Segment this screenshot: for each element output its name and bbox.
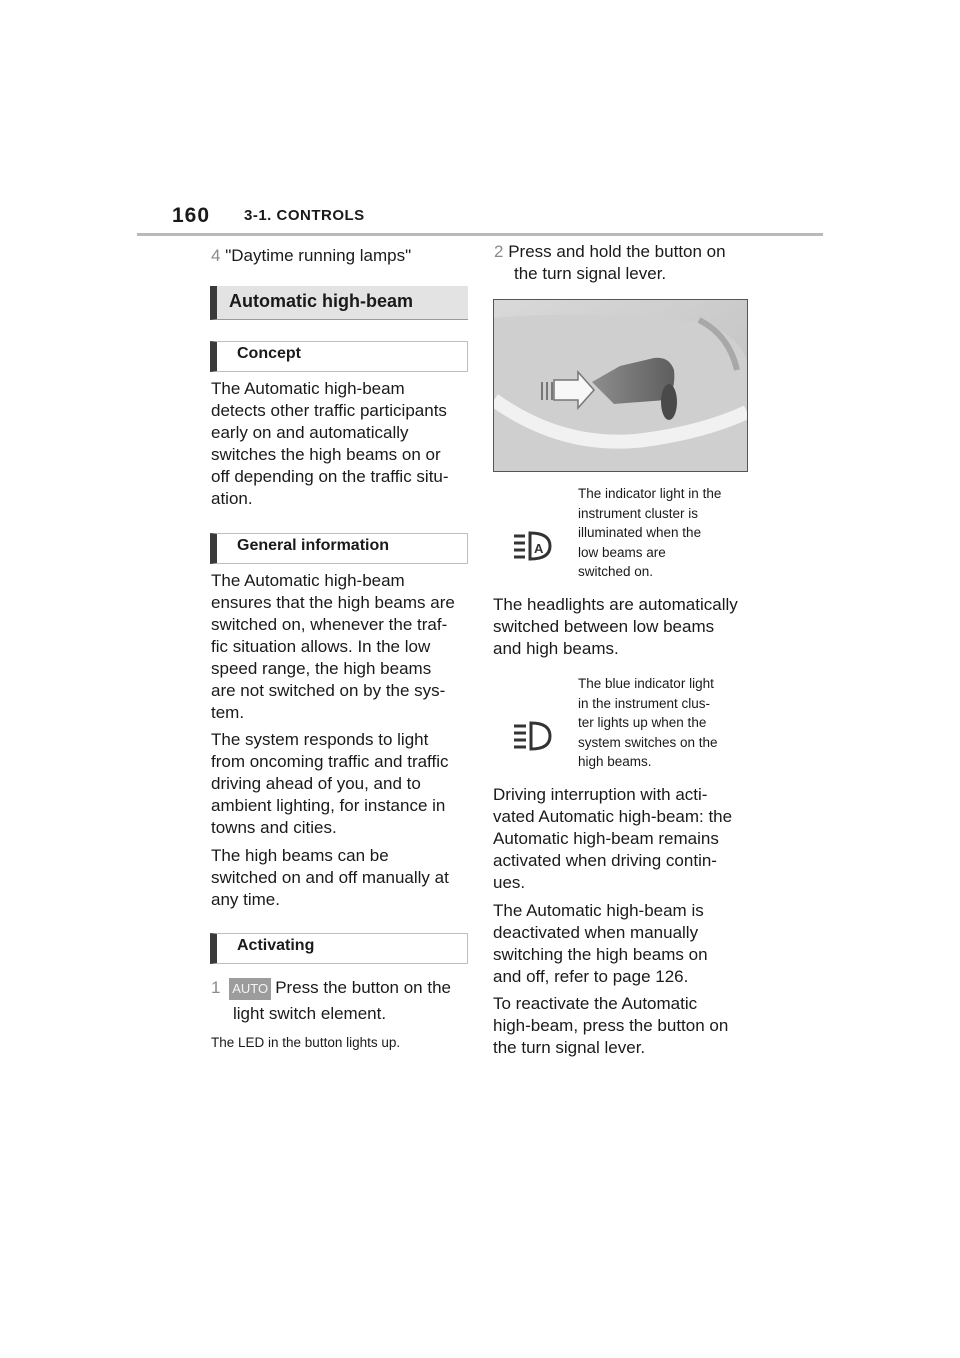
deactivation-paragraph: The Automatic high-beam is deactivated when manually switching the high beams on and off, refer to page 126. bbox=[493, 901, 708, 986]
item-number: 4 bbox=[211, 246, 221, 265]
step-number: 2 bbox=[494, 242, 504, 261]
section-title: 3-1. CONTROLS bbox=[244, 207, 365, 224]
activating-step-2: 2 Press and hold the button on the turn signal lever. bbox=[494, 242, 726, 283]
concept-paragraph: The Automatic high-beam detects other traffic participants early on and automatically switches the high beams on or off depending on the traffic situ- ation. bbox=[211, 379, 449, 508]
reactivation-paragraph: To reactivate the Automatic high-beam, press the button on the turn signal lever. bbox=[493, 994, 729, 1057]
high-beam-indicator-icon bbox=[512, 716, 554, 756]
high-beam-indicator-note: The blue indicator light in the instrument clus- ter lights up when the system switches on the high beams. bbox=[578, 676, 718, 769]
step-number: 1 bbox=[211, 978, 221, 997]
item-text: "Daytime running lamps" bbox=[225, 246, 412, 265]
turn-signal-lever-photo bbox=[493, 299, 748, 472]
heading-concept: Concept bbox=[210, 341, 468, 372]
page-number: 160 bbox=[172, 204, 211, 227]
svg-text:A: A bbox=[534, 541, 544, 556]
general-paragraph-1: The Automatic high-beam ensures that the high beams are switched on, whenever the traf- fic situation allows. In the low speed range, the high beams are not switched on by the sys- tem. bbox=[211, 571, 455, 722]
auto-button: AUTO bbox=[229, 978, 271, 1000]
heading-general-information: General information bbox=[210, 533, 468, 564]
general-paragraph-2: The system responds to light from oncoming traffic and traffic driving ahead of you, and to ambient lighting, for instance in towns and cities. bbox=[211, 730, 449, 837]
auto-low-beam-indicator-icon bbox=[512, 526, 554, 566]
driving-interruption-paragraph: Driving interruption with acti- vated Automatic high-beam: the Automatic high-beam remains activated when driving contin- ues. bbox=[493, 785, 733, 892]
led-note: The LED in the button lights up. bbox=[211, 1035, 401, 1050]
heading-automatic-high-beam: Automatic high-beam bbox=[210, 286, 468, 320]
general-paragraph-3: The high beams can be switched on and off manually at any time. bbox=[211, 846, 449, 909]
header-rule bbox=[137, 233, 823, 236]
activating-step-1: 1 AUTO Press the button on the light switch element. bbox=[211, 978, 451, 1023]
list-item-4 bbox=[211, 245, 411, 267]
headlights-paragraph: The headlights are automatically switched between low beams and high beams. bbox=[493, 595, 738, 658]
low-beam-indicator-note: The indicator light in the instrument cluster is illuminated when the low beams are switched on. bbox=[578, 486, 722, 579]
heading-activating: Activating bbox=[210, 933, 468, 964]
